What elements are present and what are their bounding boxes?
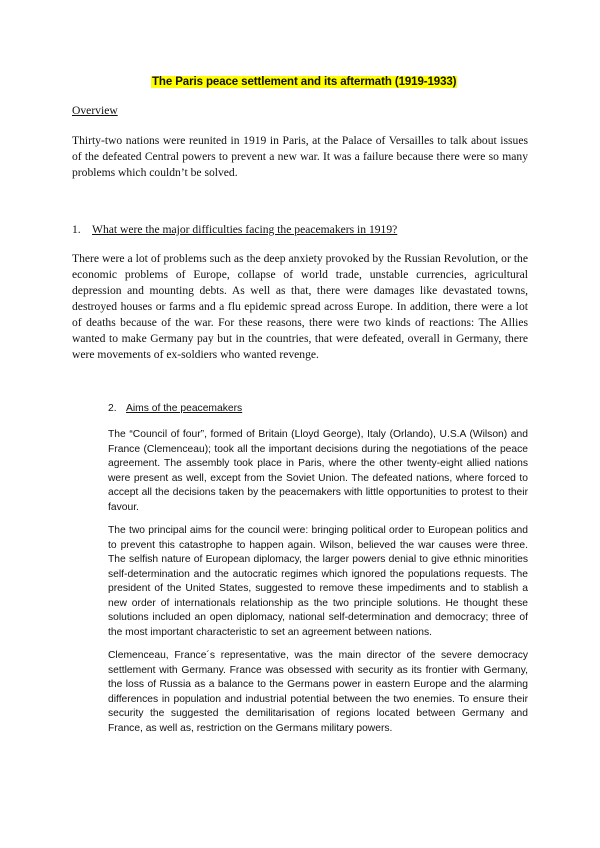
section-2-paragraph-3: Clemenceau, France´s representative, was the main director of the severe democracy settlement with Germany. France was obsessed with security as its frontier with Germany, the loss of Russia as a balance to the Germans power in eastern Europe and the alarming differences in population and industrial potential between the two enemies. To ensure their security the suggested the demilitarisation of regions located between Germany and France, as well as, restriction on the Germans military powers. — [108, 650, 528, 734]
section-2-paragraph-1: The “Council of four”, formed of Britain (Lloyd George), Italy (Orlando), U.S.A (Wilson) and France (Clemenceau); took all the important decisions during the negotiations of the peace agreement. The assembly took place in Paris, where the other twenty-eight allied nations were present as well, except from the Soviet Union. The defeated nations, where forced to accept all the decisions taken by the peacemakers with little opportunities to protest to their favour. — [108, 429, 528, 513]
overview-heading: Overview — [72, 104, 118, 117]
section-1-paragraph: There were a lot of problems such as the deep anxiety provoked by the Russian Revolution, or the economic problems of Europe, collapse of world trade, unstable currencies, agricultural depression and mounting debts. As well as that, there were damages like devastated towns, destroyed houses or farms and a flu epidemic spread across Europe. In addition, there were a lot of deaths because of the war. For these reasons, there were two kinds of reactions: The Allies wanted to make Germany pay but in the countries, that were defeated, overall in Germany, there were movements of ex-soldiers who wanted revenge. — [72, 252, 528, 361]
section-2-heading — [108, 402, 242, 417]
section-2-body — [108, 428, 528, 745]
section-2-number: 2. — [108, 403, 117, 414]
section-1-number: 1. — [72, 223, 81, 236]
overview-paragraph: Thirty-two nations were reunited in 1919 in Paris, at the Palace of Versailles to talk about issues of the defeated Central powers to prevent a new war. It was a failure because there were so many problems which couldn’t be solved. — [72, 134, 528, 179]
section-2-paragraph-2: The two principal aims for the council were: bringing political order to European politics and to prevent this catastrophe to happen again. Wilson, believed the war causes were three. The selfish nature of European diplomacy, the larger powers denial to give ethnic minorities self-determination and the autocratic regimes which ignored the populations requests. The president of the United States, suggested to remove these impediments and to stablish a new order of internationals relationship as the two principle solutions. He thought these solutions included an open diplomacy, national self-determination and democracy; three of the most important characteristic to set an agreement between nations. — [108, 525, 528, 638]
section-1-heading — [72, 222, 542, 238]
document-title: The Paris peace settlement and its aftermath (1919-1933) — [152, 76, 457, 88]
section-1-title: What were the major difficulties facing the peacemakers in 1919? — [92, 223, 398, 236]
section-2-title: Aims of the peacemakers — [126, 403, 243, 414]
